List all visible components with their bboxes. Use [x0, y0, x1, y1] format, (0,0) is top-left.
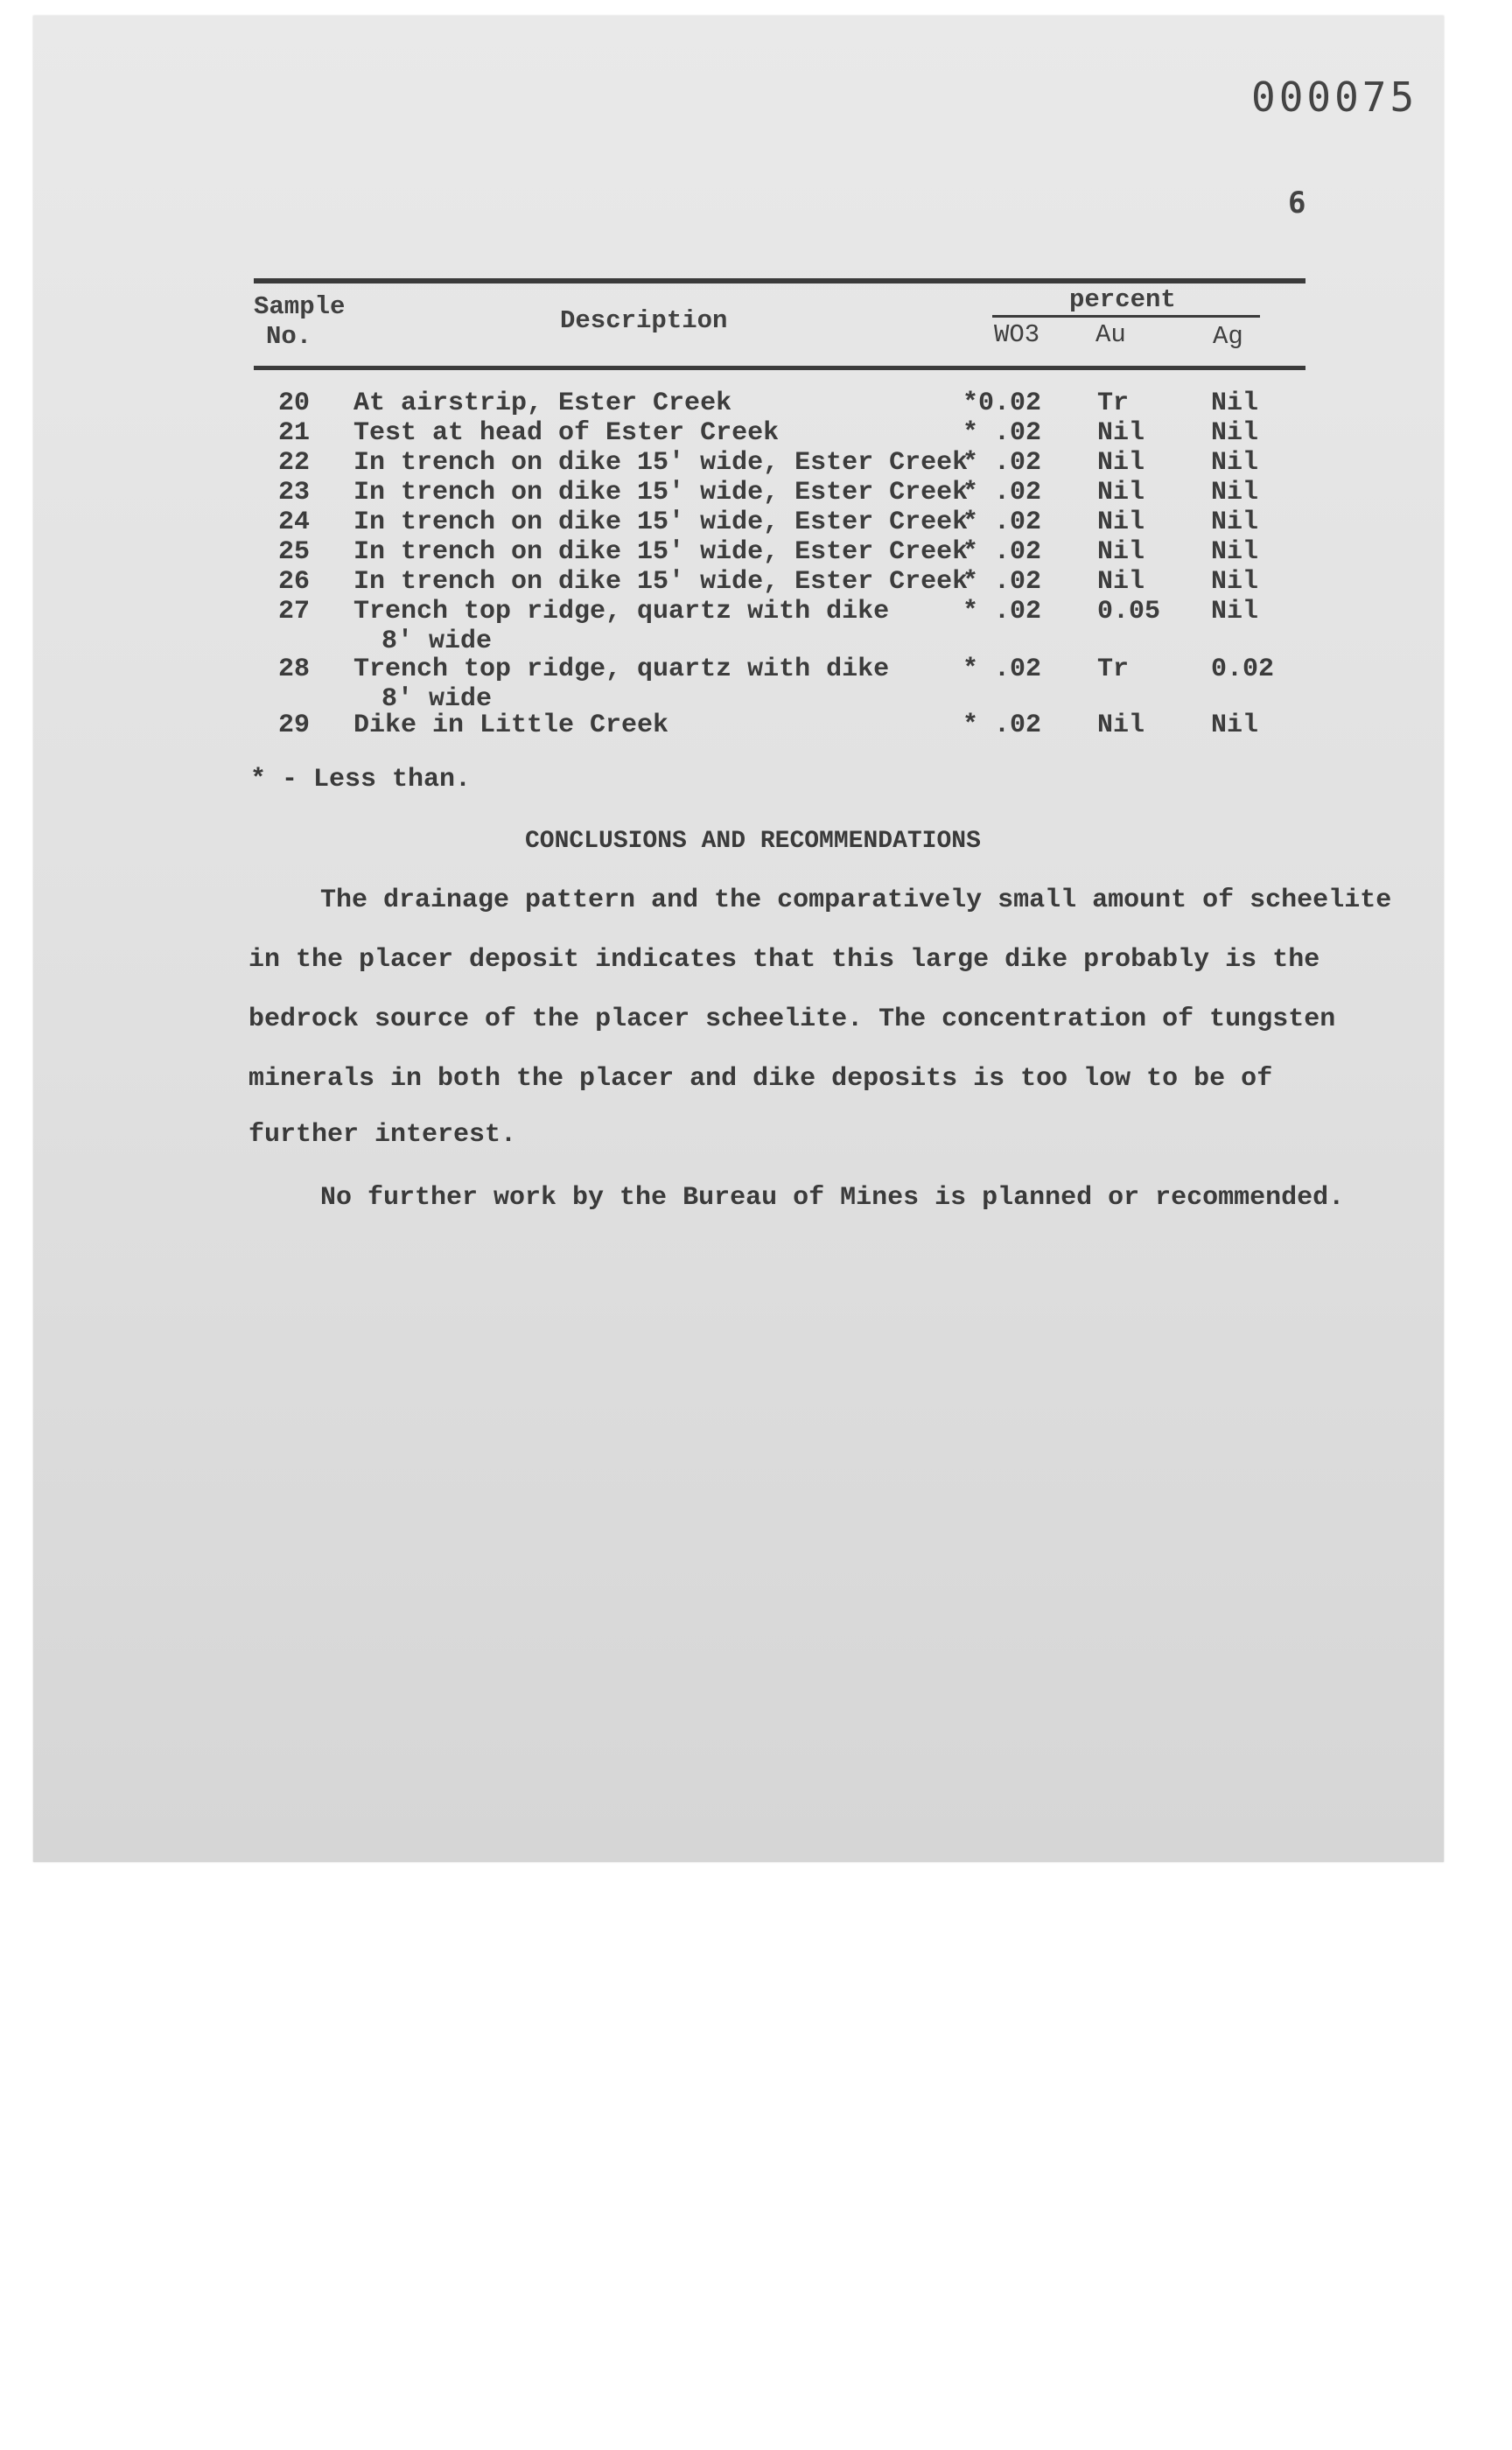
paragraph-line: minerals in both the placer and dike deposits is too low to be of: [248, 1064, 1273, 1094]
sample-description: In trench on dike 15' wide, Ester Creek: [354, 478, 969, 508]
ag-value: Nil: [1211, 508, 1259, 537]
ag-value: Nil: [1211, 710, 1259, 740]
ag-value: Nil: [1211, 537, 1259, 567]
ag-value: Nil: [1211, 388, 1259, 418]
wo3-value: * .02: [962, 508, 1042, 537]
ag-value: Nil: [1211, 567, 1259, 597]
header-bottom-rule: [254, 366, 1306, 370]
sample-description-continued: 8' wide: [382, 684, 493, 714]
au-value: Tr: [1097, 388, 1130, 418]
sample-no: 23: [278, 478, 311, 508]
sample-no: 29: [278, 710, 311, 740]
paragraph-line: bedrock source of the placer scheelite. The concentration of tungsten: [248, 1004, 1336, 1034]
au-value: Tr: [1097, 654, 1130, 684]
header-percent: percent: [1069, 285, 1176, 314]
sample-description: In trench on dike 15' wide, Ester Creek: [354, 508, 969, 537]
wo3-value: *0.02: [962, 388, 1042, 418]
header-wo3-text: WO3: [994, 320, 1040, 349]
sample-no: 28: [278, 654, 311, 684]
au-value: Nil: [1097, 567, 1145, 597]
section-heading: CONCLUSIONS AND RECOMMENDATIONS: [525, 828, 981, 855]
ag-value: Nil: [1211, 478, 1259, 508]
sample-no: 25: [278, 537, 311, 567]
percent-rule: [992, 315, 1260, 318]
sample-no: 26: [278, 567, 311, 597]
sample-description: At airstrip, Ester Creek: [354, 388, 732, 418]
au-value: Nil: [1097, 418, 1145, 448]
paragraph-line: The drainage pattern and the comparatively small amount of scheelite: [320, 886, 1392, 915]
table-top-rule: [254, 278, 1306, 284]
sample-description: In trench on dike 15' wide, Ester Creek: [354, 567, 969, 597]
wo3-value: * .02: [962, 654, 1042, 684]
wo3-value: * .02: [962, 597, 1042, 626]
sample-description: Test at head of Ester Creek: [354, 418, 780, 448]
sample-no: 22: [278, 448, 311, 478]
au-value: Nil: [1097, 478, 1145, 508]
au-value: Nil: [1097, 710, 1145, 740]
wo3-value: * .02: [962, 418, 1042, 448]
sample-description-continued: 8' wide: [382, 626, 493, 656]
header-wo3: [994, 320, 1040, 349]
document-id: 000075: [1251, 74, 1418, 121]
ag-value: 0.02: [1211, 654, 1275, 684]
sample-no: 21: [278, 418, 311, 448]
paragraph-line: further interest.: [248, 1120, 517, 1150]
header-au: Au: [1096, 320, 1126, 349]
sample-no: 24: [278, 508, 311, 537]
ag-value: Nil: [1211, 448, 1259, 478]
header-sample: Sample: [254, 292, 346, 321]
ag-value: Nil: [1211, 418, 1259, 448]
table-footnote: * - Less than.: [250, 765, 472, 794]
sample-description: Trench top ridge, quartz with dike: [354, 654, 890, 684]
wo3-value: * .02: [962, 567, 1042, 597]
au-value: 0.05: [1097, 597, 1161, 626]
sample-no: 27: [278, 597, 311, 626]
page-number: 6: [1288, 186, 1306, 220]
sample-description: Trench top ridge, quartz with dike: [354, 597, 890, 626]
sample-description: Dike in Little Creek: [354, 710, 669, 740]
sample-no: 20: [278, 388, 311, 418]
au-value: Nil: [1097, 508, 1145, 537]
closing-paragraph: No further work by the Bureau of Mines is planned or recommended.: [320, 1183, 1345, 1213]
ag-value: Nil: [1211, 597, 1259, 626]
wo3-value: * .02: [962, 710, 1042, 740]
wo3-value: * .02: [962, 478, 1042, 508]
header-no: No.: [266, 322, 312, 351]
sample-description: In trench on dike 15' wide, Ester Creek: [354, 448, 969, 478]
paragraph-line: in the placer deposit indicates that this large dike probably is the: [248, 945, 1320, 975]
header-description: Description: [560, 306, 728, 335]
au-value: Nil: [1097, 537, 1145, 567]
sample-description: In trench on dike 15' wide, Ester Creek: [354, 537, 969, 567]
au-value: Nil: [1097, 448, 1145, 478]
header-ag: Ag: [1213, 322, 1243, 351]
wo3-value: * .02: [962, 448, 1042, 478]
scanned-page: [33, 16, 1444, 1862]
wo3-value: * .02: [962, 537, 1042, 567]
